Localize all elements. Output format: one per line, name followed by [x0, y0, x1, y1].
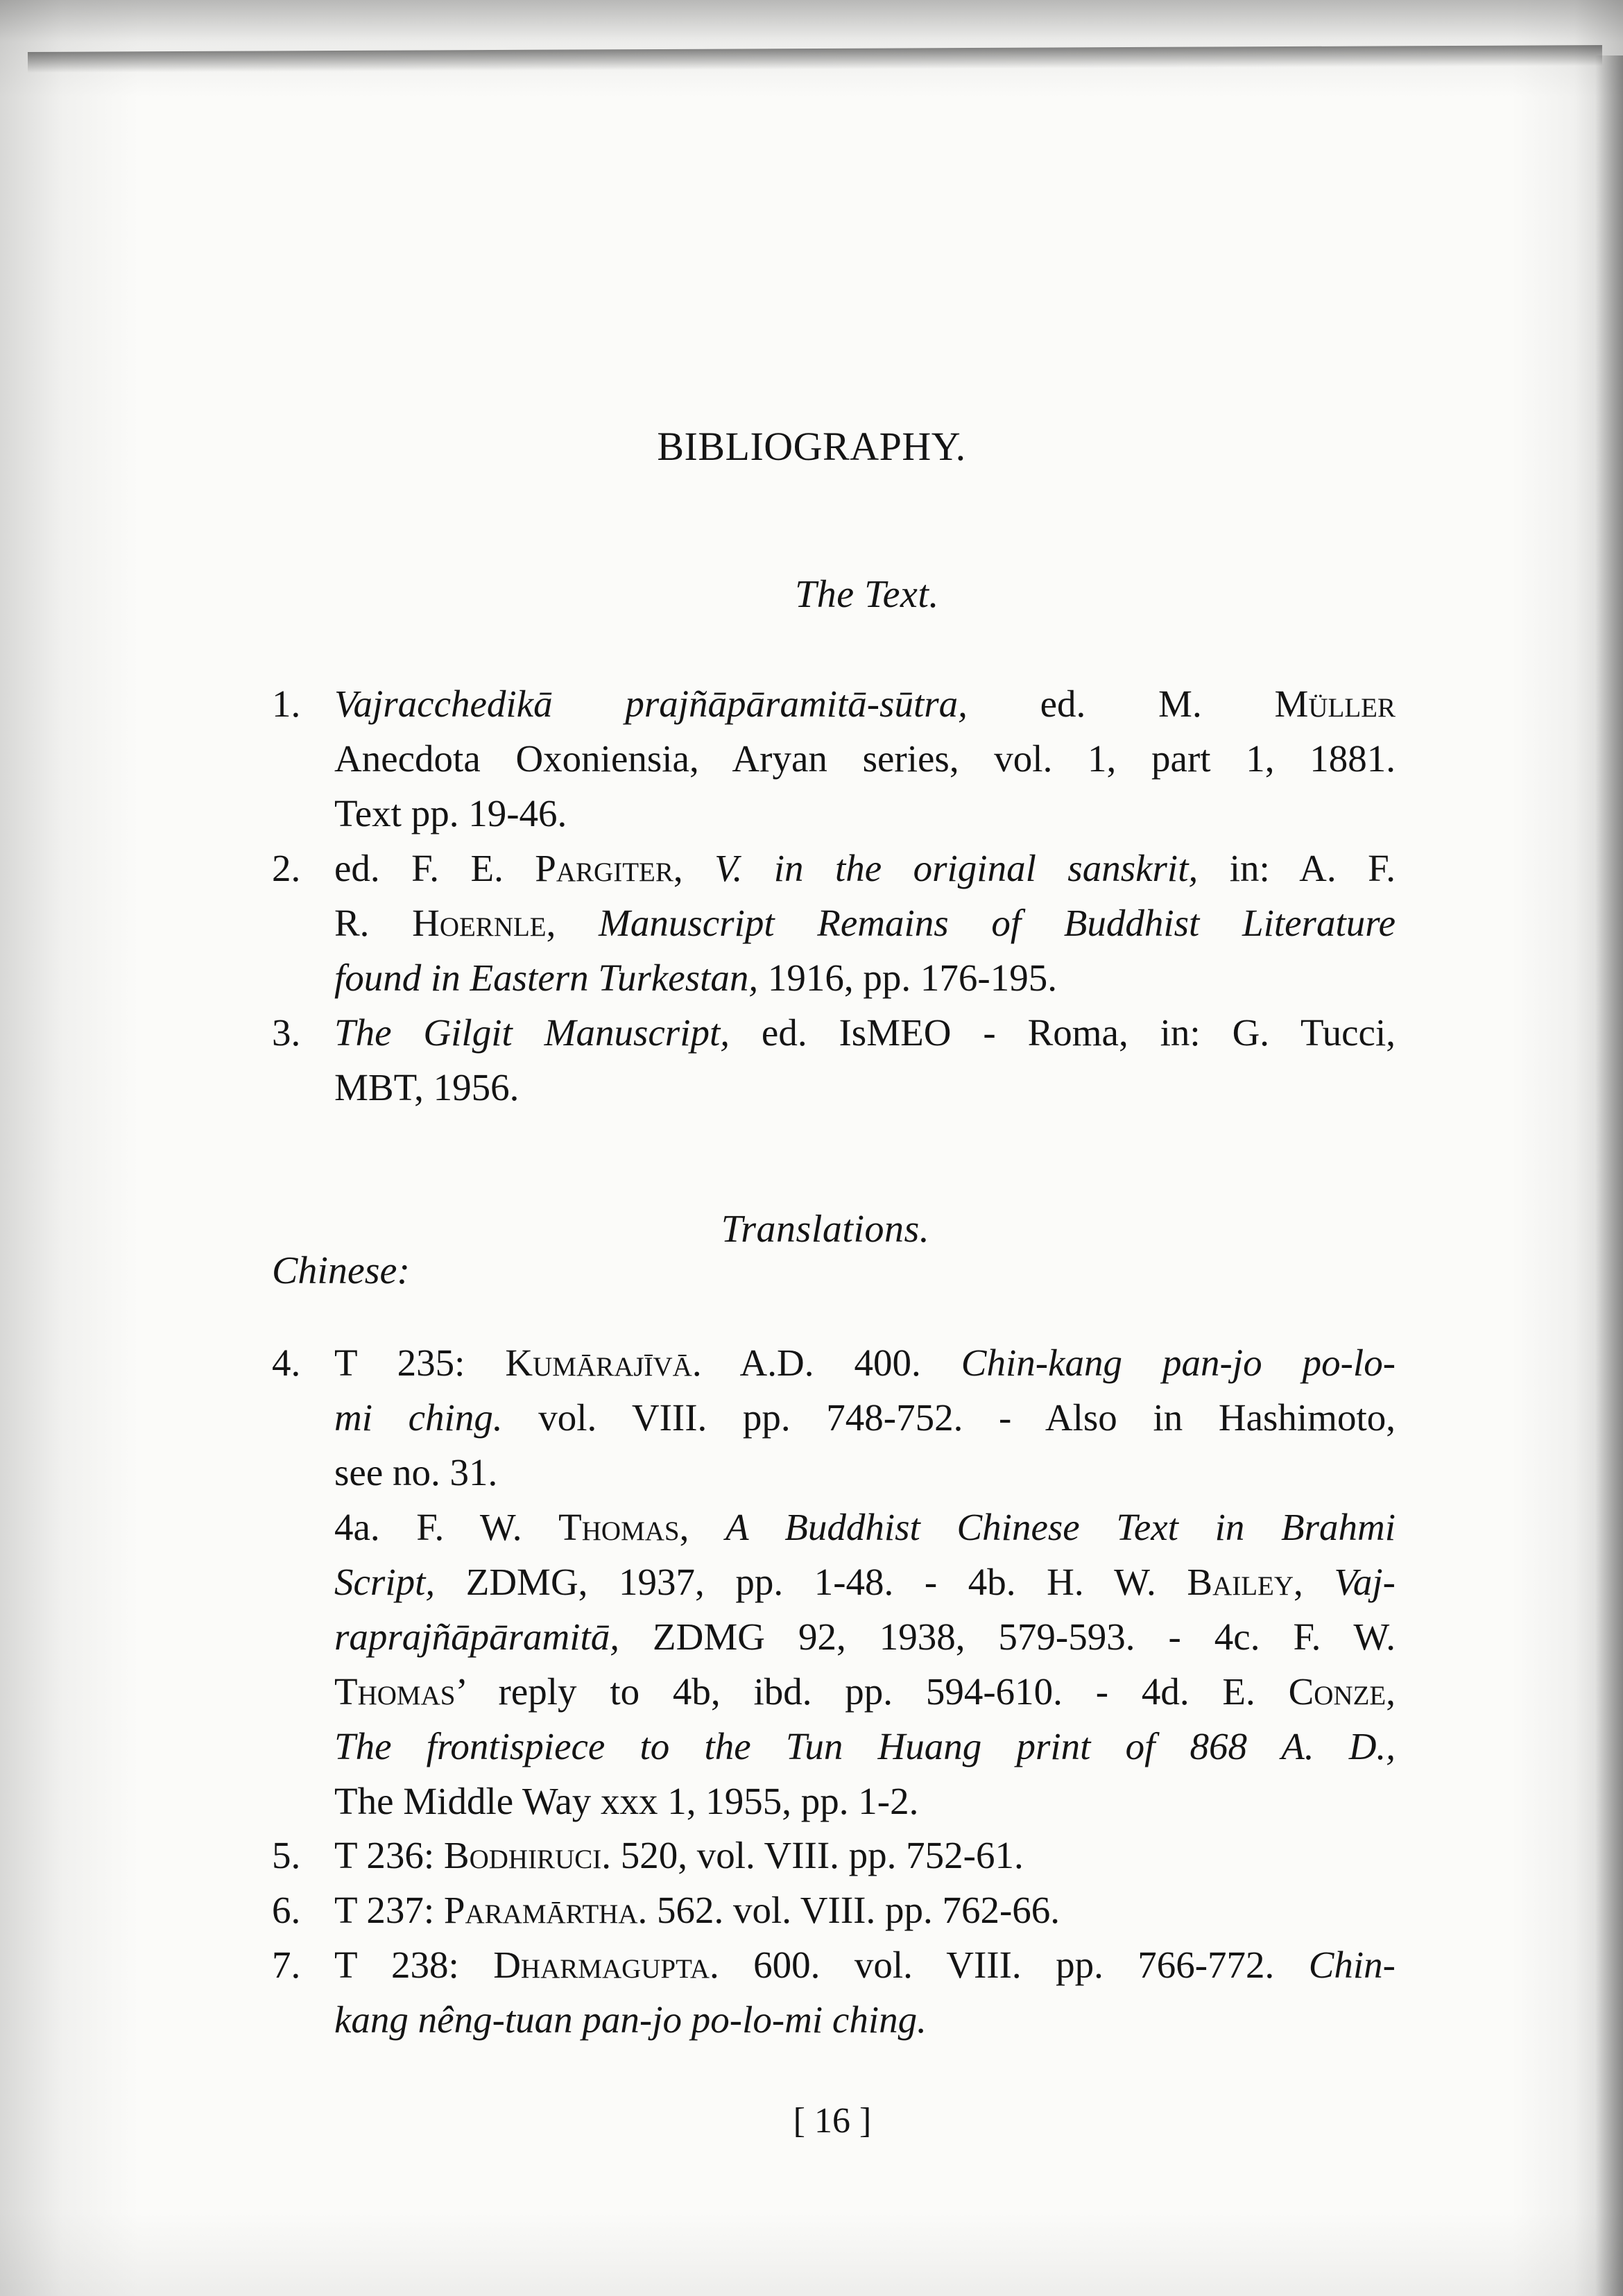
entry-line: kang nêng-tuan pan-jo po-lo-mi ching. [334, 1998, 927, 2041]
scan-shadow-right [1595, 55, 1623, 2296]
entry-line: MBT, 1956. [334, 1066, 519, 1108]
entry-number: 2. [272, 847, 301, 889]
section-heading-translations: Translations. [721, 1208, 930, 1251]
section-heading-text: The Text. [795, 573, 939, 616]
entry-line: T 238: Dharmagupta. 600. vol. VIII. pp. 766-772. Chin- [334, 1944, 1396, 1986]
entry-line: Script, ZDMG, 1937, pp. 1-48. - 4b. H. W. Bailey, Vaj- [334, 1561, 1396, 1603]
entry-line: The Gilgit Manuscript, ed. IsMEO - Roma, in: G. Tucci, [334, 1011, 1396, 1054]
entry-line: The Middle Way xxx 1, 1955, pp. 1-2. [334, 1780, 919, 1822]
entry-line: raprajñāpāramitā, ZDMG 92, 1938, 579-593. - 4c. F. W. [334, 1616, 1396, 1658]
entry-line: see no. 31. [334, 1451, 498, 1493]
entry-number: 3. [272, 1011, 301, 1054]
entry-line: T 236: Bodhiruci. 520, vol. VIII. pp. 752-61. [334, 1834, 1024, 1876]
entry-line: T 235: Kumārajīvā. A.D. 400. Chin-kang pan-jo po-lo- [334, 1342, 1396, 1384]
entry-line: Thomas’ reply to 4b, ibd. pp. 594-610. - 4d. E. Conze, [334, 1670, 1396, 1713]
entry-line: Text pp. 19-46. [334, 792, 567, 834]
entry-number: 4. [272, 1342, 301, 1384]
page-number: [ 16 ] [793, 2101, 872, 2141]
entry-line: ed. F. E. Pargiter, V. in the original sanskrit, in: A. F. [334, 847, 1396, 889]
page-title: BIBLIOGRAPHY. [657, 424, 966, 469]
entry-line: R. Hoernle, Manuscript Remains of Buddhist Literature [334, 902, 1396, 944]
entry-line: Vajracchedikā prajñāpāramitā-sūtra, ed. M. Müller [334, 683, 1396, 725]
entry-number: 5. [272, 1834, 301, 1876]
entry-line: found in Eastern Turkestan, 1916, pp. 176-195. [334, 957, 1057, 999]
entry-line: 4a. F. W. Thomas, A Buddhist Chinese Text in Brahmi [334, 1506, 1396, 1548]
subsection-heading-chinese: Chinese: [272, 1249, 411, 1292]
entry-number: 1. [272, 683, 301, 725]
entry-line: mi ching. vol. VIII. pp. 748-752. - Also in Hashimoto, [334, 1396, 1396, 1439]
entry-line: T 237: Paramārtha. 562. vol. VIII. pp. 762-66. [334, 1889, 1060, 1931]
entry-line: Anecdota Oxoniensia, Aryan series, vol. 1, part 1, 1881. [334, 737, 1396, 780]
entry-number: 7. [272, 1944, 301, 1986]
scan-shadow-top [28, 45, 1602, 73]
entry-number: 6. [272, 1889, 301, 1931]
entry-line: The frontispiece to the Tun Huang print of 868 A. D., [334, 1725, 1396, 1767]
